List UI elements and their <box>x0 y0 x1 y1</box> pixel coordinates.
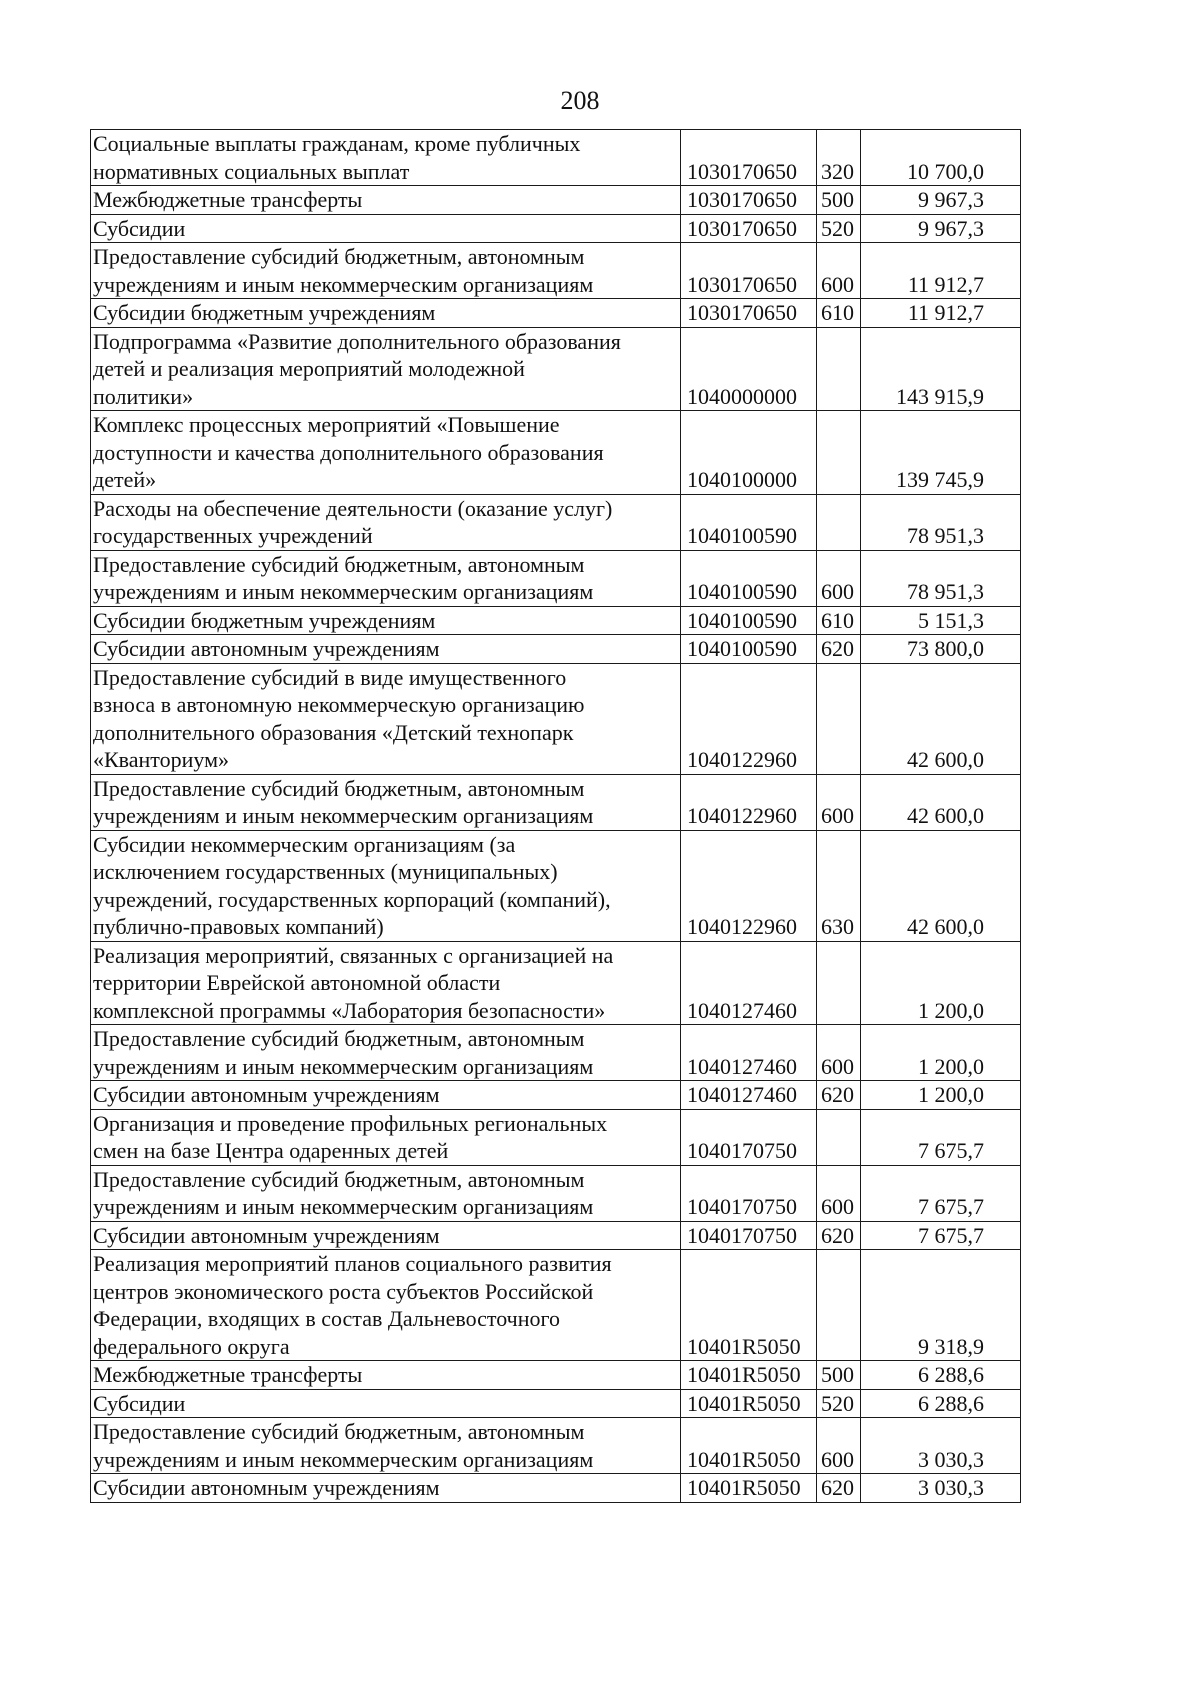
table-row <box>91 1025 1021 1081</box>
row-amount-cell: 10 700,0 <box>861 130 1021 186</box>
row-amount-cell: 7 675,7 <box>861 1221 1021 1250</box>
table-row <box>91 186 1021 215</box>
row-type-cell: 620 <box>817 635 861 664</box>
row-code-cell: 1030170650 <box>681 186 817 215</box>
table-row <box>91 411 1021 495</box>
row-code-cell: 1040100590 <box>681 635 817 664</box>
row-code-cell: 1030170650 <box>681 130 817 186</box>
table-row <box>91 327 1021 411</box>
row-code-cell: 10401R5050 <box>681 1418 817 1474</box>
row-type-cell: 520 <box>817 214 861 243</box>
row-amount-cell: 1 200,0 <box>861 1081 1021 1110</box>
row-code-cell: 10401R5050 <box>681 1389 817 1418</box>
row-code-cell: 1040100590 <box>681 550 817 606</box>
row-code-cell: 1040100000 <box>681 411 817 495</box>
table-row <box>91 1418 1021 1474</box>
row-code-cell: 1040170750 <box>681 1165 817 1221</box>
row-name-cell: Предоставление субсидий бюджетным, автономным учреждениям и иным некоммерческим организациям <box>91 1165 681 1221</box>
row-amount-cell: 42 600,0 <box>861 663 1021 774</box>
table-row <box>91 1361 1021 1390</box>
table-row <box>91 635 1021 664</box>
row-code-cell: 1040100590 <box>681 606 817 635</box>
row-code-cell: 1040122960 <box>681 774 817 830</box>
row-code-cell: 1040100590 <box>681 494 817 550</box>
row-type-cell: 620 <box>817 1081 861 1110</box>
row-name-cell: Организация и проведение профильных региональных смен на базе Центра одаренных детей <box>91 1109 681 1165</box>
row-name-cell: Подпрограмма «Развитие дополнительного образования детей и реализация мероприятий молодежной политики» <box>91 327 681 411</box>
row-type-cell: 620 <box>817 1474 861 1503</box>
row-code-cell: 10401R5050 <box>681 1474 817 1503</box>
row-code-cell: 10401R5050 <box>681 1250 817 1361</box>
table-row <box>91 774 1021 830</box>
row-amount-cell: 11 912,7 <box>861 299 1021 328</box>
row-amount-cell: 78 951,3 <box>861 494 1021 550</box>
row-name-cell: Субсидии <box>91 1389 681 1418</box>
row-name-cell: Субсидии автономным учреждениям <box>91 1081 681 1110</box>
row-amount-cell: 78 951,3 <box>861 550 1021 606</box>
row-code-cell: 1030170650 <box>681 243 817 299</box>
row-code-cell: 1030170650 <box>681 299 817 328</box>
row-code-cell: 1030170650 <box>681 214 817 243</box>
row-amount-cell: 3 030,3 <box>861 1474 1021 1503</box>
row-name-cell: Предоставление субсидий бюджетным, автономным учреждениям и иным некоммерческим организациям <box>91 1418 681 1474</box>
table-row <box>91 1081 1021 1110</box>
row-name-cell: Реализация мероприятий планов социального развития центров экономического роста субъектов Российской Федерации, входящих в состав Дальневосточного федерального округа <box>91 1250 681 1361</box>
row-type-cell: 500 <box>817 1361 861 1390</box>
row-name-cell: Субсидии автономным учреждениям <box>91 635 681 664</box>
row-type-cell: 600 <box>817 550 861 606</box>
row-name-cell: Субсидии некоммерческим организациям (за исключением государственных (муниципальных) учреждений, государственных корпораций (компаний), публично-правовых компаний) <box>91 830 681 941</box>
row-amount-cell: 7 675,7 <box>861 1165 1021 1221</box>
row-amount-cell: 1 200,0 <box>861 1025 1021 1081</box>
row-type-cell: 600 <box>817 1165 861 1221</box>
row-type-cell: 620 <box>817 1221 861 1250</box>
row-type-cell: 610 <box>817 299 861 328</box>
row-type-cell: 600 <box>817 774 861 830</box>
table-row <box>91 214 1021 243</box>
row-name-cell: Социальные выплаты гражданам, кроме публичных нормативных социальных выплат <box>91 130 681 186</box>
table-row <box>91 130 1021 186</box>
row-type-cell: 500 <box>817 186 861 215</box>
row-code-cell: 1040122960 <box>681 830 817 941</box>
row-type-cell <box>817 1250 861 1361</box>
row-name-cell: Межбюджетные трансферты <box>91 1361 681 1390</box>
row-code-cell: 10401R5050 <box>681 1361 817 1390</box>
table-row <box>91 830 1021 941</box>
row-name-cell: Субсидии бюджетным учреждениям <box>91 606 681 635</box>
table-row <box>91 243 1021 299</box>
row-name-cell: Расходы на обеспечение деятельности (оказание услуг) государственных учреждений <box>91 494 681 550</box>
row-type-cell: 320 <box>817 130 861 186</box>
row-type-cell: 630 <box>817 830 861 941</box>
row-amount-cell: 6 288,6 <box>861 1389 1021 1418</box>
table-row <box>91 663 1021 774</box>
row-type-cell: 610 <box>817 606 861 635</box>
row-type-cell <box>817 411 861 495</box>
table-row <box>91 494 1021 550</box>
row-name-cell: Предоставление субсидий бюджетным, автономным учреждениям и иным некоммерческим организациям <box>91 550 681 606</box>
row-amount-cell: 42 600,0 <box>861 774 1021 830</box>
row-amount-cell: 9 318,9 <box>861 1250 1021 1361</box>
row-amount-cell: 3 030,3 <box>861 1418 1021 1474</box>
row-name-cell: Субсидии автономным учреждениям <box>91 1474 681 1503</box>
table-row <box>91 606 1021 635</box>
row-name-cell: Субсидии автономным учреждениям <box>91 1221 681 1250</box>
row-name-cell: Предоставление субсидий бюджетным, автономным учреждениям и иным некоммерческим организациям <box>91 1025 681 1081</box>
budget-table <box>90 129 1021 1503</box>
row-amount-cell: 6 288,6 <box>861 1361 1021 1390</box>
table-row <box>91 1474 1021 1503</box>
row-type-cell <box>817 663 861 774</box>
page-number: 208 <box>560 86 600 115</box>
row-amount-cell: 1 200,0 <box>861 941 1021 1025</box>
row-name-cell: Межбюджетные трансферты <box>91 186 681 215</box>
table-row <box>91 1221 1021 1250</box>
row-name-cell: Предоставление субсидий бюджетным, автономным учреждениям и иным некоммерческим организациям <box>91 774 681 830</box>
row-code-cell: 1040127460 <box>681 1081 817 1110</box>
table-row <box>91 299 1021 328</box>
row-code-cell: 1040122960 <box>681 663 817 774</box>
table-row <box>91 1165 1021 1221</box>
row-code-cell: 1040170750 <box>681 1109 817 1165</box>
row-type-cell <box>817 494 861 550</box>
row-amount-cell: 42 600,0 <box>861 830 1021 941</box>
row-type-cell: 600 <box>817 1418 861 1474</box>
row-amount-cell: 5 151,3 <box>861 606 1021 635</box>
row-amount-cell: 73 800,0 <box>861 635 1021 664</box>
row-name-cell: Комплекс процессных мероприятий «Повышение доступности и качества дополнительного образования детей» <box>91 411 681 495</box>
row-amount-cell: 139 745,9 <box>861 411 1021 495</box>
row-amount-cell: 9 967,3 <box>861 186 1021 215</box>
table-row <box>91 1109 1021 1165</box>
row-name-cell: Субсидии бюджетным учреждениям <box>91 299 681 328</box>
row-amount-cell: 9 967,3 <box>861 214 1021 243</box>
row-type-cell <box>817 941 861 1025</box>
row-type-cell <box>817 1109 861 1165</box>
row-type-cell <box>817 327 861 411</box>
table-row <box>91 550 1021 606</box>
row-name-cell: Предоставление субсидий в виде имущественного взноса в автономную некоммерческую организацию дополнительного образования «Детский технопарк «Кванториум» <box>91 663 681 774</box>
row-code-cell: 1040000000 <box>681 327 817 411</box>
row-type-cell: 600 <box>817 1025 861 1081</box>
budget-table-body <box>91 130 1021 1503</box>
row-name-cell: Предоставление субсидий бюджетным, автономным учреждениям и иным некоммерческим организациям <box>91 243 681 299</box>
row-code-cell: 1040170750 <box>681 1221 817 1250</box>
row-code-cell: 1040127460 <box>681 1025 817 1081</box>
table-row <box>91 1250 1021 1361</box>
table-row <box>91 941 1021 1025</box>
row-name-cell: Субсидии <box>91 214 681 243</box>
row-amount-cell: 11 912,7 <box>861 243 1021 299</box>
row-name-cell: Реализация мероприятий, связанных с организацией на территории Еврейской автономной области комплексной программы «Лаборатория безопасности» <box>91 941 681 1025</box>
row-amount-cell: 7 675,7 <box>861 1109 1021 1165</box>
row-type-cell: 520 <box>817 1389 861 1418</box>
row-type-cell: 600 <box>817 243 861 299</box>
row-amount-cell: 143 915,9 <box>861 327 1021 411</box>
table-row <box>91 1389 1021 1418</box>
row-code-cell: 1040127460 <box>681 941 817 1025</box>
